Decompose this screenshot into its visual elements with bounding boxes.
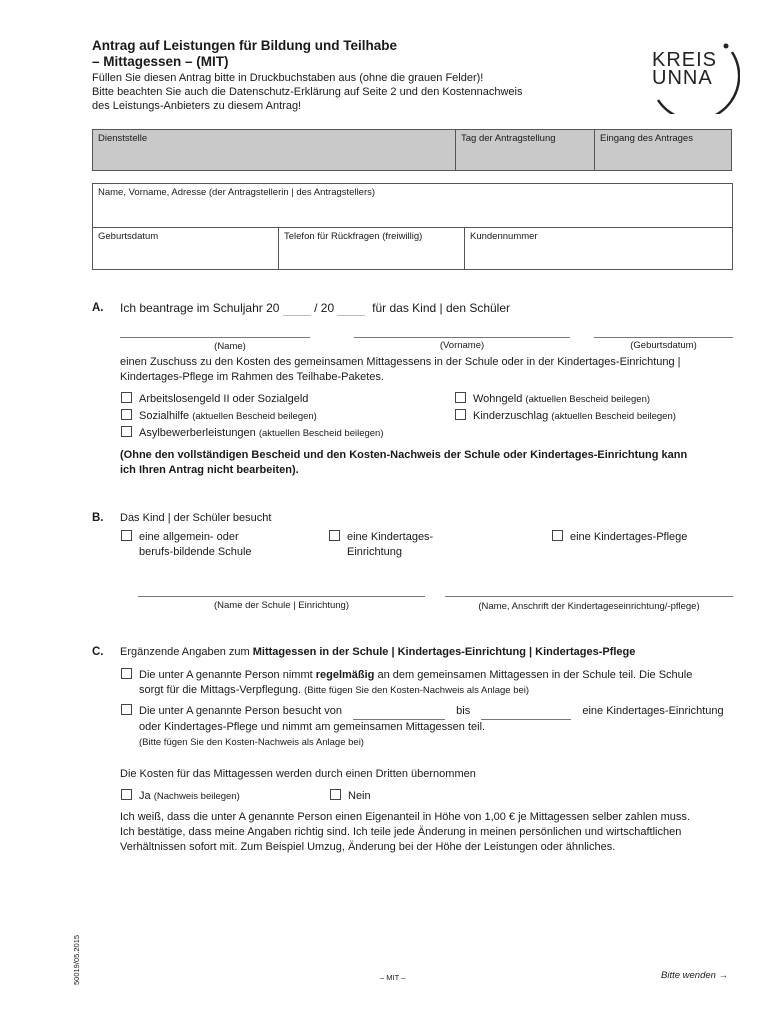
form-instructions: Füllen Sie diesen Antrag bitte in Druckbuchstaben aus (ohne die grauen Felder)! Bitte beachten Sie auch die Datenschutz-Erklärung auf Seite 2 und den Kostennachweis des Leistungs-Anbieters zu diesem Antrag! [92,72,523,112]
checkbox[interactable] [455,392,466,403]
applicant-box [92,183,733,270]
section-a-lead: Ich beantrage im Schuljahr 20 / 20 für das Kind | den Schüler [120,301,511,315]
child-name-line[interactable] [120,337,310,338]
option-regular-lunch[interactable]: Die unter A genannte Person nimmt regelmäßig an dem gemeinsamen Mittagessen in der Schule teil. Die Schule sorgt für die Mittags-Verpflegung. (Bitte fügen Sie den Kosten-Nachweis als Anlage bei) [121,668,733,698]
option-schule[interactable]: eine allgemein- oder berufs-bildende Schule [121,530,252,560]
option-kita-lunch[interactable]: Die unter A genannte Person besucht von bis eine Kindertages-Einrichtung oder Kindertages-Pflege und nimmt am gemeinsamen Mittagessen teil. (Bitte fügen Sie den Kosten-Nachweis als Anlage bei) [121,704,733,750]
section-b-lead: Das Kind | der Schüler besucht [120,512,272,524]
caption-name: (Name) [214,341,246,352]
checkbox[interactable] [552,530,563,541]
option-nein[interactable]: Nein [330,789,371,804]
option-ja[interactable]: Ja (Nachweis beilegen) [121,789,240,804]
checkbox[interactable] [121,409,132,420]
section-c-lead: Ergänzende Angaben zum Mittagessen in der Schule | Kindertages-Einrichtung | Kindertages-Pflege [120,646,636,658]
checkbox[interactable] [455,409,466,420]
birthdate-field[interactable]: Geburtsdatum [93,228,279,270]
caption-school-name: (Name der Schule | Einrichtung) [214,600,349,611]
checkbox[interactable] [121,668,132,679]
please-turn-over: Bitte wenden → [661,970,729,981]
option-kita-einrichtung[interactable]: eine Kindertages- Einrichtung [329,530,433,560]
option-kita-pflege[interactable]: eine Kindertages-Pflege [552,530,687,545]
form-title: Antrag auf Leistungen für Bildung und Teilhabe – Mittagessen – (MIT) [92,38,397,69]
section-b-letter: B. [92,512,104,524]
checkbox[interactable] [121,530,132,541]
year-start-blank[interactable] [283,301,311,316]
checkbox[interactable] [121,392,132,403]
antragstellung-date-field: Tag der Antragstellung [456,130,595,170]
section-a-warning: (Ohne den vollständigen Bescheid und den Kosten-Nachweis der Schule oder Kindertages-Einrichtung kann ich Ihren Antrag nicht bearbeiten). [120,449,688,476]
child-birthdate-line[interactable] [594,337,733,338]
section-a-letter: A. [92,302,104,314]
form-code: 50019/05.2015 [72,934,81,985]
option-wohngeld[interactable]: Wohngeld (aktuellen Bescheid beilegen) [455,392,650,407]
kreis-unna-logo: KREIS UNNA [648,42,740,114]
caption-vorname: (Vorname) [439,340,485,351]
year-end-blank[interactable] [337,301,365,316]
checkbox[interactable] [121,704,132,715]
office-use-box [92,129,732,171]
caption-kita-address: (Name, Anschrift der Kindertageseinrichtung/-pflege) [478,601,700,612]
checkbox[interactable] [330,789,341,800]
date-from-blank[interactable] [353,704,445,720]
option-kinderzuschlag[interactable]: Kinderzuschlag (aktuellen Bescheid beilegen) [455,409,676,424]
third-party-question: Die Kosten für das Mittagessen werden durch einen Dritten übernommen [120,768,476,780]
date-to-blank[interactable] [481,704,571,720]
footer-center: – MIT – [380,973,406,982]
caption-geburtsdatum: (Geburtsdatum) [630,340,697,351]
option-alg2[interactable]: Arbeitslosengeld II oder Sozialgeld [121,392,308,407]
school-name-line[interactable] [138,596,425,597]
child-firstname-line[interactable] [354,337,570,338]
eingang-field: Eingang des Antrages [600,133,693,144]
dienststelle-field: Dienststelle [93,130,456,170]
customer-number-field[interactable]: Kundennummer [470,231,538,242]
section-c-letter: C. [92,646,104,658]
applicant-name-address-field[interactable]: Name, Vorname, Adresse (der Antragstellerin | des Antragstellers) [93,184,732,228]
option-sozialhilfe[interactable]: Sozialhilfe (aktuellen Bescheid beilegen) [121,409,317,424]
section-a-text: einen Zuschuss zu den Kosten des gemeinsamen Mittagessens in der Schule oder in der Kindertages-Einrichtung | Kindertages-Pflege im Rahmen des Teilhabe-Paketes. [120,356,681,383]
declaration-text: Ich weiß, dass die unter A genannte Person einen Eigenanteil in Höhe von 1,00 € je Mittagessen selber zahlen muss. Ich bestätige, dass meine Angaben richtig sind. Ich teile jede Änderung in meinen persönlichen und wirtschaftlichen Verhältnissen sofort mit. Zum Beispiel Umzug, Änderung bei der Höhe der Leistungen oder ähnliches. [120,811,690,853]
option-asylbewerber[interactable]: Asylbewerberleistungen (aktuellen Bescheid beilegen) [121,426,384,441]
kita-address-line[interactable] [445,596,733,597]
checkbox[interactable] [329,530,340,541]
phone-field[interactable]: Telefon für Rückfragen (freiwillig) [279,228,465,270]
checkbox[interactable] [121,426,132,437]
checkbox[interactable] [121,789,132,800]
